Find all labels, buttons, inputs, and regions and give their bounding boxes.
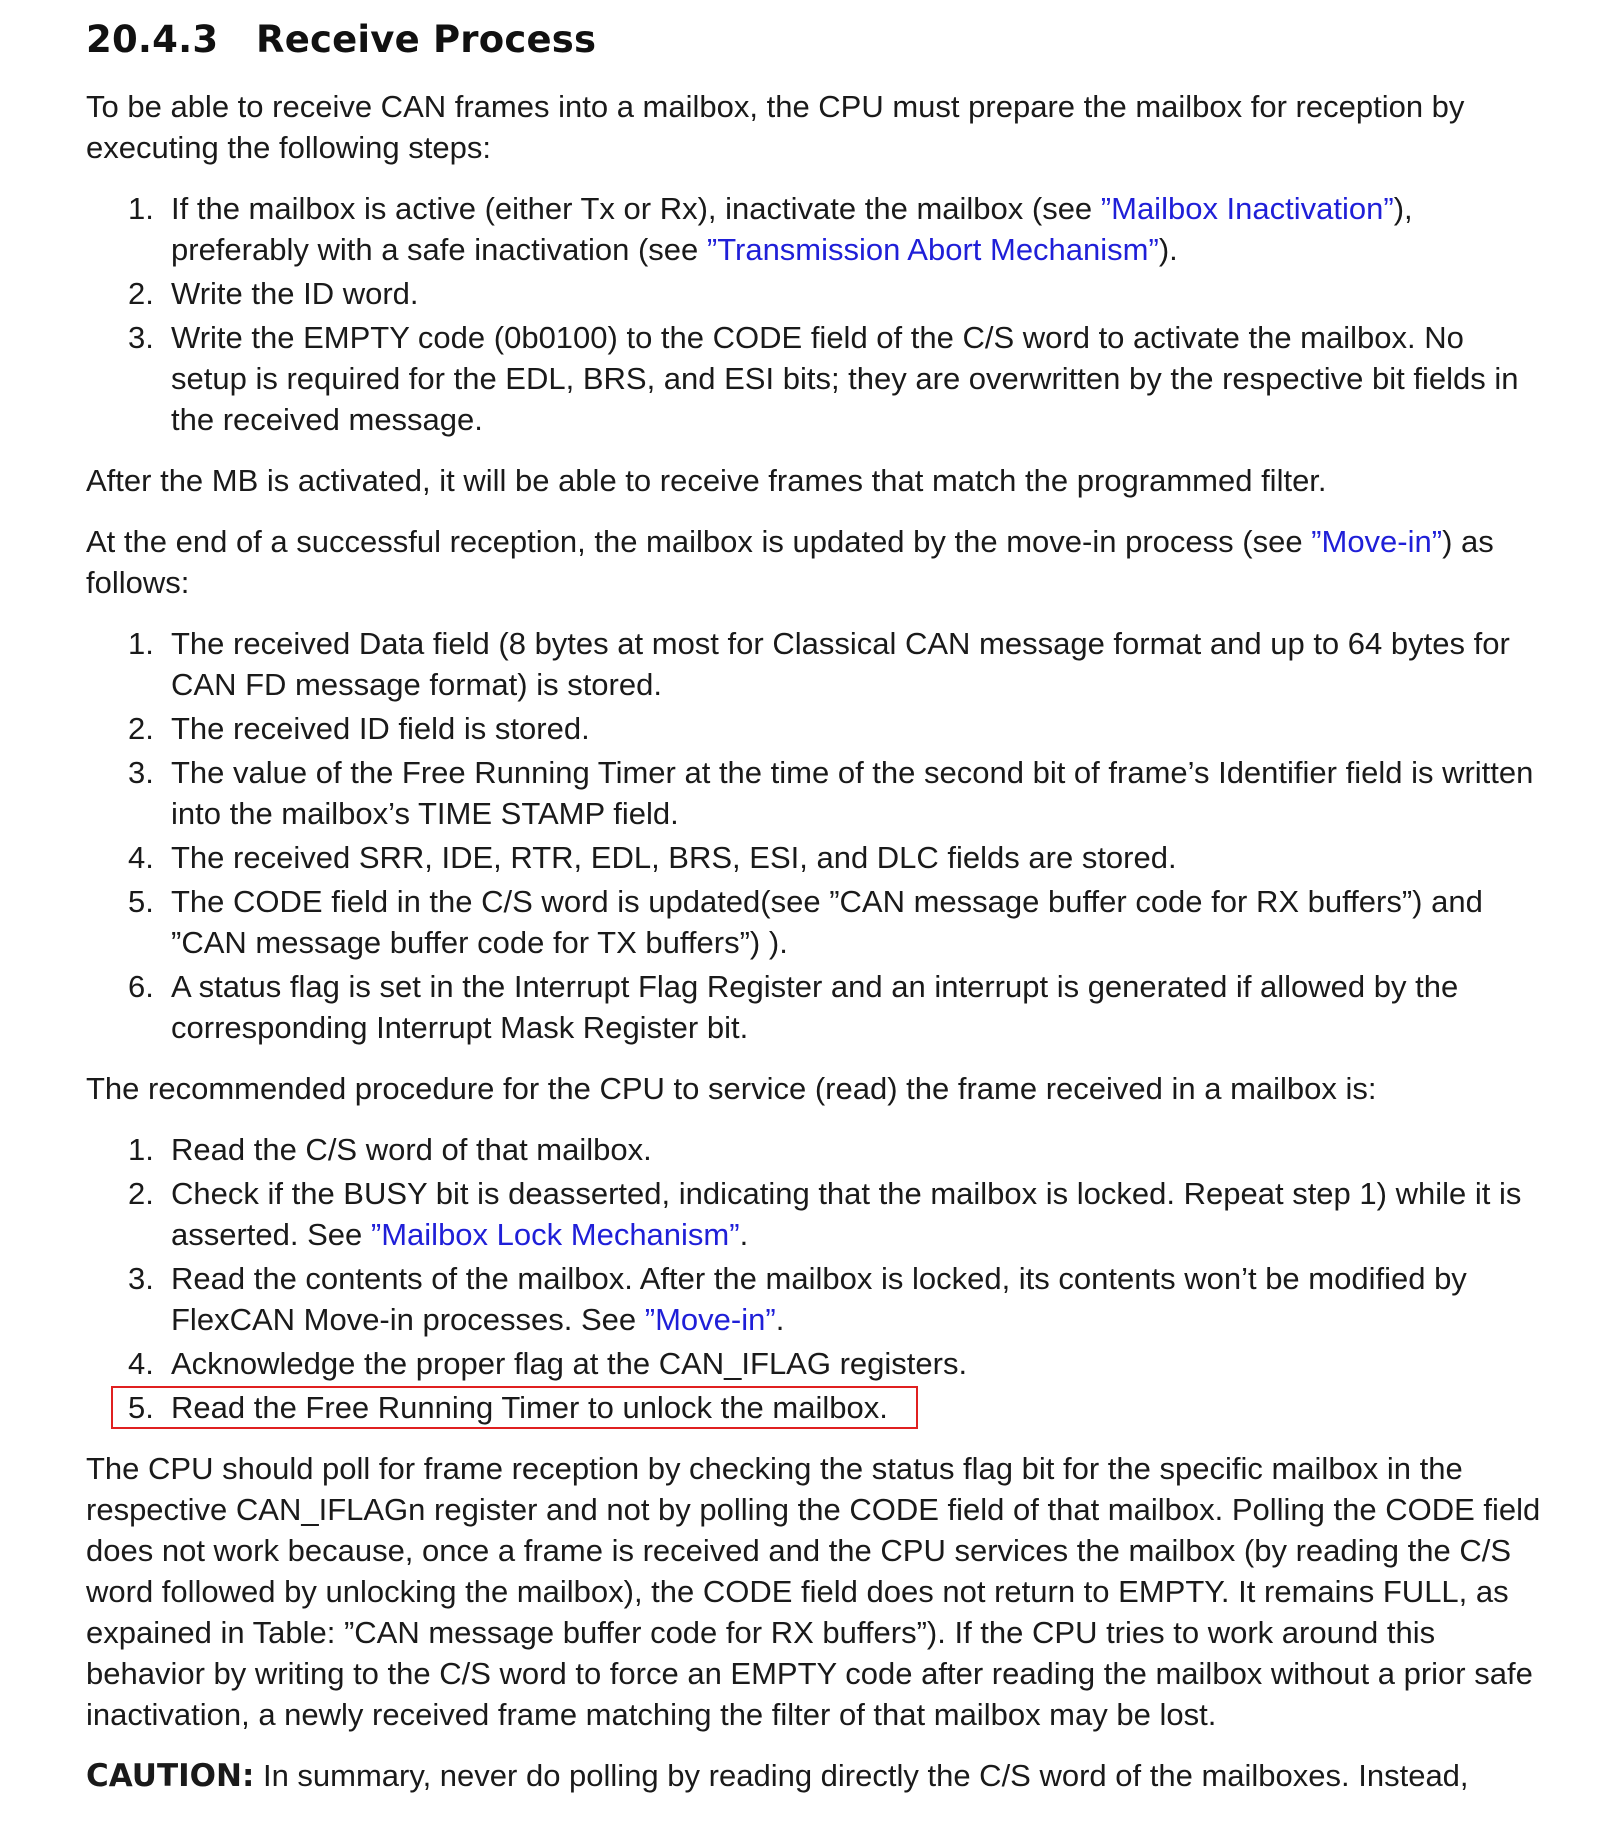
list-number: 2. [128,276,154,311]
list-item [86,623,1542,705]
caution-text: In summary, never do polling by reading directly the C/S word of the mailboxes. Instead, [254,1758,1469,1793]
update-steps-list [86,623,1542,1048]
list-number: 2. [128,1176,154,1211]
caution-label: CAUTION: [86,1758,255,1794]
highlighted-list-item [112,1387,917,1428]
list-item [86,1343,1542,1384]
list-number: 3. [128,320,154,355]
list-text: ). [1158,232,1178,267]
list-text: The value of the Free Running Timer at the time of the second bit of frame’s Identifier field is written into the mailbox’s TIME STAMP field. [171,755,1534,831]
list-number: 5. [128,1390,154,1425]
list-text: Read the Free Running Timer to unlock the mailbox. [171,1390,888,1425]
list-item [86,966,1542,1048]
list-item [86,273,1542,314]
intro-paragraph: To be able to receive CAN frames into a mailbox, the CPU must prepare the mailbox for reception by executing the following steps: [86,89,1465,165]
list-text: The CODE field in the C/S word is updated(see ”CAN message buffer code for RX buffers”) and ”CAN message buffer code for TX buffers”) ). [171,884,1483,960]
list-number: 1. [128,191,154,226]
section-heading [86,14,1542,66]
list-number: 2. [128,711,154,746]
paragraph-text: ) as follows: [86,524,1494,600]
list-text: If the mailbox is active (either Tx or Rx), inactivate the mailbox (see [171,191,1101,226]
list-item [86,752,1542,834]
prep-steps-list [86,188,1542,440]
list-text: Read the contents of the mailbox. After the mailbox is locked, its contents won’t be modified by FlexCAN Move-in processes. See [171,1261,1467,1337]
list-number: 3. [128,755,154,790]
link-move-in[interactable]: ”Move-in” [644,1302,776,1337]
list-text: . [739,1217,749,1252]
list-item [86,188,1542,270]
link-transmission-abort[interactable]: ”Transmission Abort Mechanism” [706,232,1159,267]
paragraph-text: At the end of a successful reception, the mailbox is updated by the move-in process (see [86,524,1312,559]
link-mailbox-lock[interactable]: ”Mailbox Lock Mechanism” [370,1217,740,1252]
list-item [86,708,1542,749]
list-text: The received Data field (8 bytes at most for Classical CAN message format and up to 64 bytes for CAN FD message format) is stored. [171,626,1510,702]
list-item [86,881,1542,963]
list-text: . [775,1302,785,1337]
end-reception-paragraph [86,521,1542,603]
list-text: Acknowledge the proper flag at the CAN_IFLAG registers. [171,1346,968,1381]
list-item [86,317,1542,440]
recommended-paragraph: The recommended procedure for the CPU to service (read) the frame received in a mailbox is: [86,1071,1377,1106]
list-text: ), preferably with a safe inactivation (see [171,191,1413,267]
link-move-in[interactable]: ”Move-in” [1311,524,1443,559]
caution-paragraph [86,1755,1542,1797]
list-text: Check if the BUSY bit is deasserted, indicating that the mailbox is locked. Repeat step 1) while it is asserted. See [171,1176,1522,1252]
list-number: 6. [128,969,154,1004]
after-activation-paragraph: After the MB is activated, it will be able to receive frames that match the programmed filter. [86,463,1327,498]
list-number: 3. [128,1261,154,1296]
section-title: Receive Process [256,18,597,61]
link-mailbox-inactivation[interactable]: ”Mailbox Inactivation” [1100,191,1394,226]
list-number: 1. [128,1132,154,1167]
list-text: A status flag is set in the Interrupt Flag Register and an interrupt is generated if allowed by the corresponding Interrupt Mask Register bit. [171,969,1459,1045]
list-text: Read the C/S word of that mailbox. [171,1132,652,1167]
list-text: The received ID field is stored. [171,711,590,746]
list-item [86,837,1542,878]
list-number: 5. [128,884,154,919]
list-text: Write the ID word. [171,276,419,311]
list-item [86,1173,1542,1255]
list-number: 4. [128,840,154,875]
section-number: 20.4.3 [86,18,219,61]
list-item [86,1258,1542,1340]
polling-paragraph: The CPU should poll for frame reception by checking the status flag bit for the specific mailbox in the respective CAN_IFLAGn register and not by polling the CODE field of that mailbox. Polling the CODE field does not work because, once a frame is received and the CPU services the mailbox (by reading the C/S word followed by unlocking the mailbox), the CODE field does not return to EMPTY. It remains FULL, as expained in Table: ”CAN message buffer code for RX buffers”). If the CPU tries to work around this behavior by writing to the C/S word to force an EMPTY code after reading the mailbox without a prior safe inactivation, a newly received frame matching the filter of that mailbox may be lost. [86,1451,1541,1732]
service-steps-list [86,1129,1542,1428]
list-number: 1. [128,626,154,661]
list-item [86,1129,1542,1170]
list-text: Write the EMPTY code (0b0100) to the CODE field of the C/S word to activate the mailbox. No setup is required for the EDL, BRS, and ESI bits; they are overwritten by the respective bit fields in the received message. [171,320,1519,437]
list-text: The received SRR, IDE, RTR, EDL, BRS, ESI, and DLC fields are stored. [171,840,1177,875]
list-number: 4. [128,1346,154,1381]
